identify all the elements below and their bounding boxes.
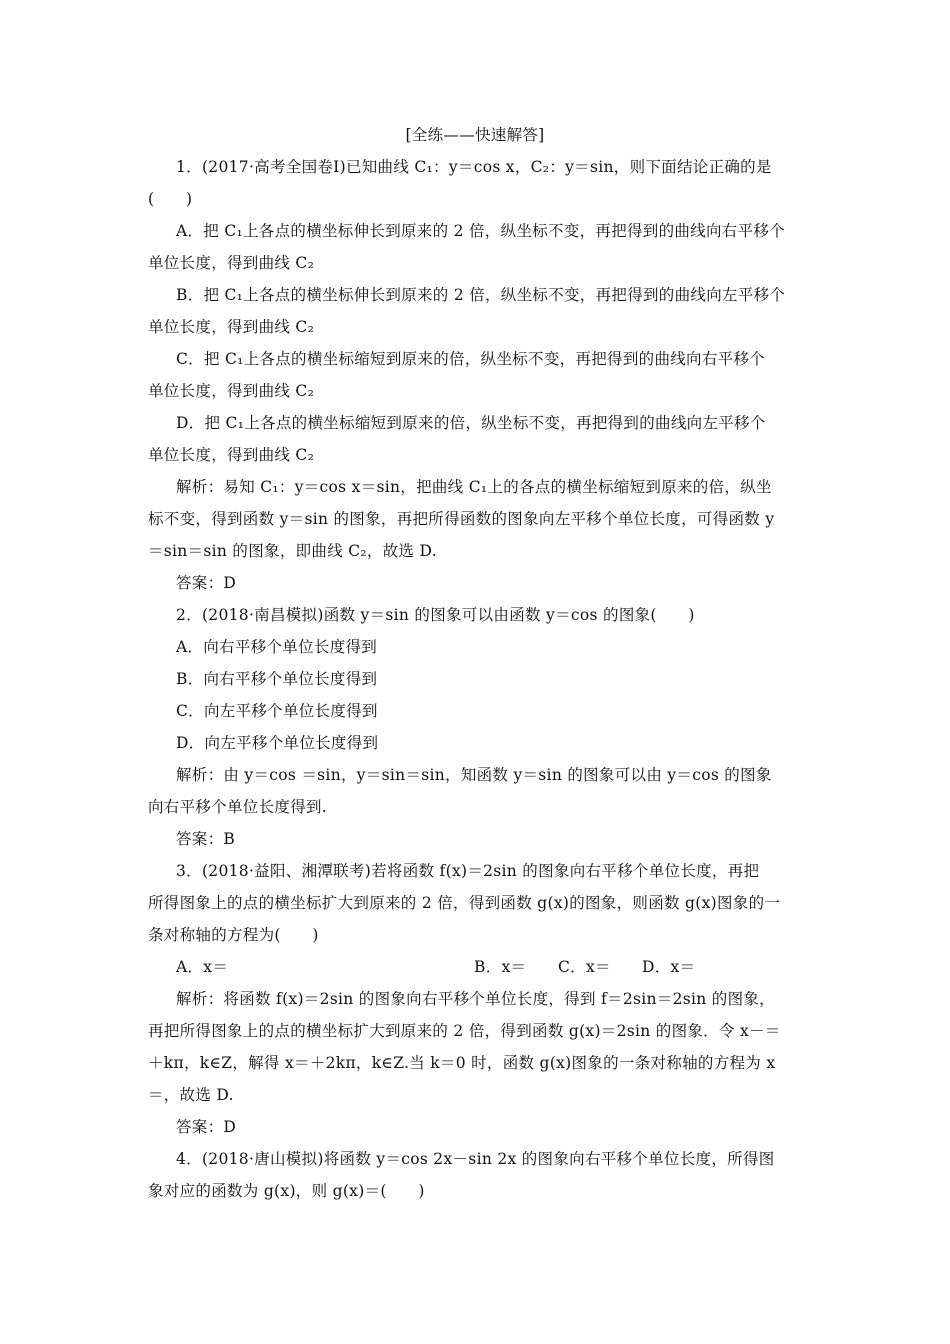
q3-solution-line-1: 解析：将函数 f(x)＝2sin 的图象向右平移个单位长度，得到 f＝2sin＝2sin 的图象， [176, 990, 775, 1008]
q3-stem-line-3: 条对称轴的方程为( ) [148, 926, 319, 944]
q1-stem-line-2: ( ) [148, 190, 193, 208]
q1-option-b-line-2: 单位长度，得到曲线 C₂ [148, 318, 315, 336]
q1-option-c-line-1: C．把 C₁上各点的横坐标缩短到原来的倍，纵坐标不变，再把得到的曲线向右平移个 [176, 350, 766, 368]
q1-option-b-line-1: B．把 C₁上各点的横坐标伸长到原来的 2 倍，纵坐标不变，再把得到的曲线向左平移个 [176, 286, 786, 304]
q1-option-a-line-2: 单位长度，得到曲线 C₂ [148, 254, 315, 272]
q2-stem: 2．(2018·南昌模拟)函数 y＝sin 的图象可以由函数 y＝cos 的图象( ) [176, 606, 695, 624]
q1-answer: 答案：D [176, 574, 237, 592]
q4-stem-line-1: 4．(2018·唐山模拟)将函数 y＝cos 2x－sin 2x 的图象向右平移个单位长度，所得图 [176, 1150, 775, 1168]
q3-option-b: B．x＝ [474, 958, 527, 976]
q3-option-a: A．x＝ [176, 958, 229, 976]
q1-option-d-line-2: 单位长度，得到曲线 C₂ [148, 446, 315, 464]
q3-option-c: C．x＝ [558, 958, 611, 976]
q2-solution-line-2: 向右平移个单位长度得到. [148, 798, 328, 816]
q1-solution-line-1: 解析：易知 C₁：y＝cos x＝sin，把曲线 C₁上的各点的横坐标缩短到原来的倍，纵坐 [176, 478, 772, 496]
q1-option-c-line-2: 单位长度，得到曲线 C₂ [148, 382, 315, 400]
q1-stem-line-1: 1．(2017·高考全国卷Ⅰ)已知曲线 C₁：y＝cos x，C₂：y＝sin，则下面结论正确的是 [176, 158, 772, 176]
q1-option-d-line-1: D．把 C₁上各点的横坐标缩短到原来的倍，纵坐标不变，再把得到的曲线向左平移个 [176, 414, 766, 432]
q3-answer: 答案：D [176, 1118, 237, 1136]
q3-option-d: D．x＝ [642, 958, 696, 976]
q1-solution-line-3: ＝sin＝sin 的图象，即曲线 C₂，故选 D. [148, 542, 437, 560]
q1-option-a-line-1: A．把 C₁上各点的横坐标伸长到原来的 2 倍，纵坐标不变，再把得到的曲线向右平移个 [176, 222, 786, 240]
q3-solution-line-2: 再把所得图象上的点的横坐标扩大到原来的 2 倍，得到函数 g(x)＝2sin 的图象．令 x－＝ [148, 1022, 781, 1040]
q2-option-b: B．向右平移个单位长度得到 [176, 670, 378, 688]
q2-option-a: A．向右平移个单位长度得到 [176, 638, 378, 656]
q4-stem-line-2: 象对应的函数为 g(x)，则 g(x)＝( ) [148, 1182, 425, 1200]
q2-option-d: D．向左平移个单位长度得到 [176, 734, 379, 752]
q2-solution-line-1: 解析：由 y＝cos ＝sin，y＝sin＝sin，知函数 y＝sin 的图象可以由 y＝cos 的图象 [176, 766, 772, 784]
q2-option-c: C．向左平移个单位长度得到 [176, 702, 378, 720]
q3-solution-line-3: ＋kπ，k∈Z，解得 x＝＋2kπ，k∈Z.当 k＝0 时，函数 g(x)图象的一条对称轴的方程为 x [148, 1054, 776, 1072]
q3-solution-line-4: ＝，故选 D. [148, 1086, 234, 1104]
q3-stem-line-2: 所得图象上的点的横坐标扩大到原来的 2 倍，得到函数 g(x)的图象，则函数 g(x)图象的一 [148, 894, 781, 912]
q1-solution-line-2: 标不变，得到函数 y＝sin 的图象，再把所得函数的图象向左平移个单位长度，可得函数 y [148, 510, 775, 528]
q3-stem-line-1: 3．(2018·益阳、湘潭联考)若将函数 f(x)＝2sin 的图象向右平移个单位长度，再把 [176, 862, 760, 880]
q3-options-row [176, 956, 736, 978]
section-heading: [全练——快速解答] [405, 126, 545, 144]
q2-answer: 答案：B [176, 830, 236, 848]
